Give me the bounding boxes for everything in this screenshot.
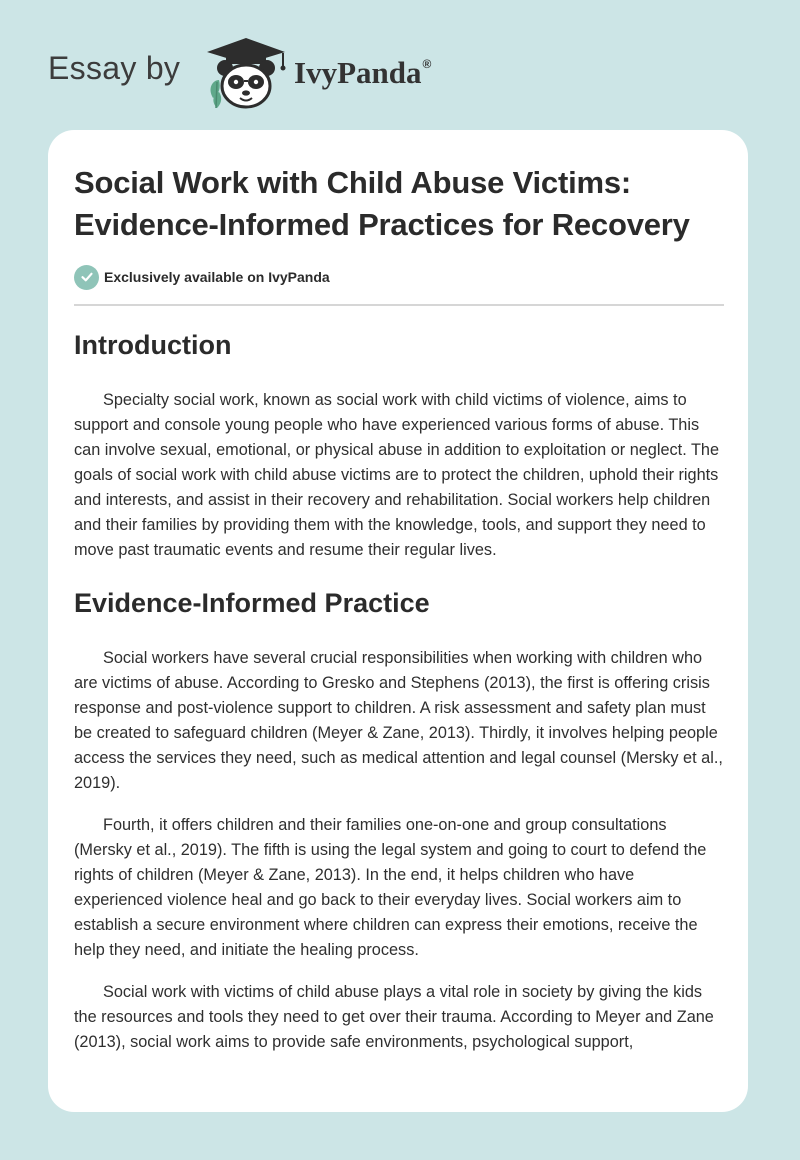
site-header <box>0 0 800 130</box>
essay-card <box>48 130 748 1112</box>
section-heading-evidence-informed-practice: Evidence-Informed Practice <box>74 588 430 618</box>
paragraph: Social work with victims of child abuse plays a vital role in society by giving the kids the resources and tools they need to get over their trauma. According to Meyer and Zane (2013), social work aims to provide safe environments, psychological support, <box>74 983 714 1051</box>
trademark-symbol: ® <box>422 57 432 71</box>
brand-logo-text <box>294 55 431 91</box>
paragraph: Specialty social work, known as social work with child victims of violence, aims to support and console young people who have experienced various forms of abuse. This can involve sexual, emotional, or physical abuse in addition to exploitation or neglect. The goals of social work with child abuse victims are to protect the children, uphold their rights and interests, and assist in their recovery and rehabilitation. Social workers help children and their families by providing them with the knowledge, tools, and support they need to move past traumatic events and resume their regular lives. <box>74 391 720 559</box>
paragraph: Social workers have several crucial responsibilities when working with children who are victims of abuse. According to Gresko and Stephens (2013), the first is offering crisis response and post-violence support to children. A risk assessment and safety plan must be created to safeguard children (Meyer & Zane, 2013). Thirdly, it involves helping people access the services they need, such as medical attention and legal counsel (Mersky et al., 2019). <box>74 649 723 792</box>
brand-name: IvyPanda <box>294 55 422 90</box>
exclusive-badge <box>74 264 724 290</box>
title-divider <box>74 304 724 306</box>
essay-content <box>74 162 724 1055</box>
essay-by-label: Essay by <box>48 50 181 86</box>
panda-graduate-icon <box>203 36 289 110</box>
exclusive-label: Exclusively available on IvyPanda <box>104 269 330 285</box>
section-heading-introduction: Introduction <box>74 330 232 360</box>
paragraph: Fourth, it offers children and their families one-on-one and group consultations (Mersky et al., 2019). The fifth is using the legal system and going to court to defend the rights of children (Meyer & Zane, 2013). In the end, it helps children who have experienced violence heal and go back to their everyday lives. Social workers aim to establish a secure environment where children can express their emotions, receive the help they need, and initiate the healing process. <box>74 816 707 959</box>
check-circle-icon <box>74 265 99 290</box>
essay-title: Social Work with Child Abuse Victims: Evidence-Informed Practices for Recovery <box>74 165 690 242</box>
